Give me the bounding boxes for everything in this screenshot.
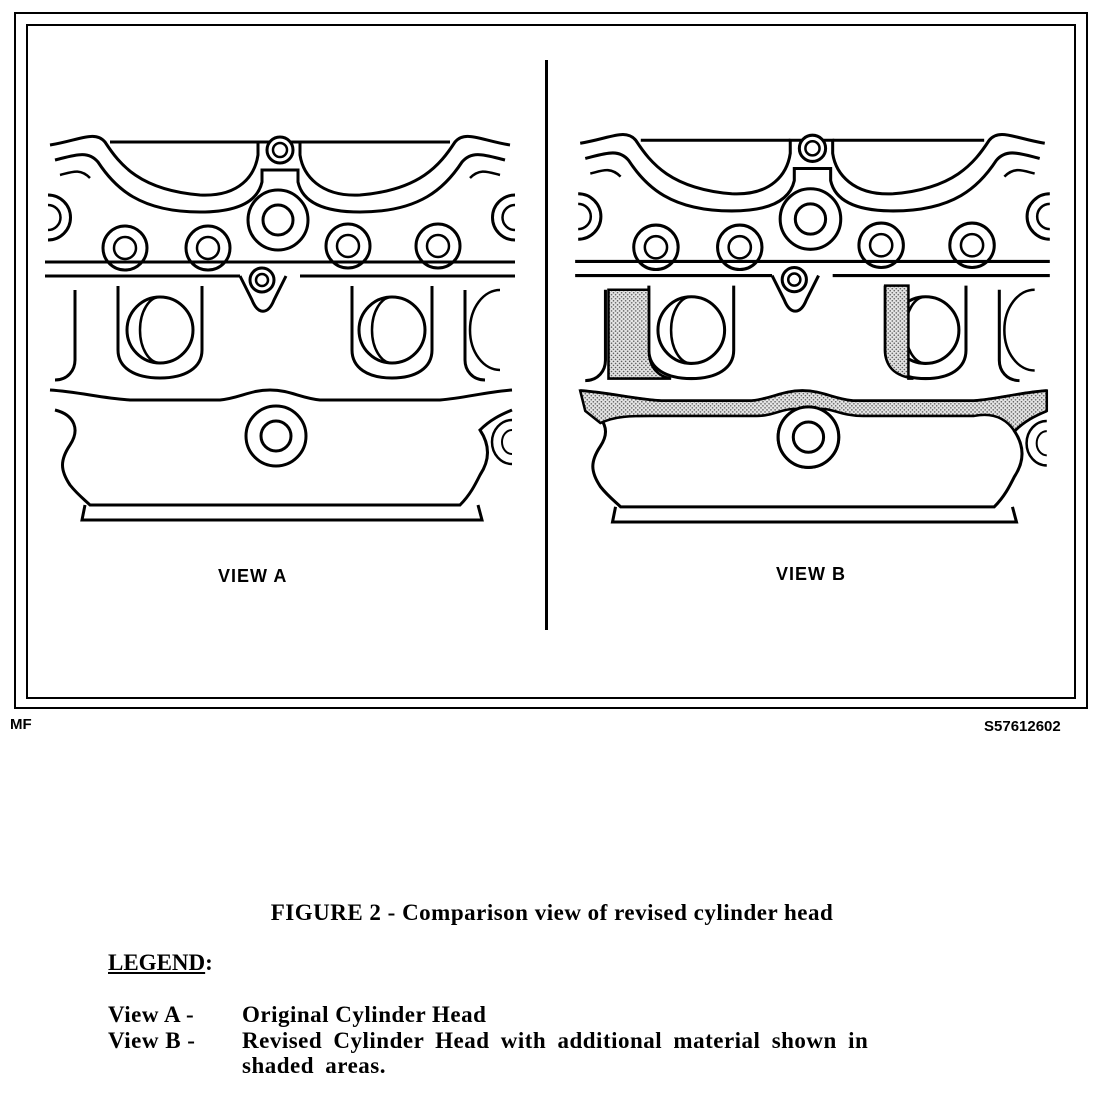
corner-code-left: MF: [10, 716, 32, 733]
legend-title-colon: :: [205, 950, 213, 975]
view-b-drawing: [560, 60, 1070, 580]
legend-item: [108, 1028, 932, 1078]
shaded-area-right-port: [885, 286, 913, 379]
figure-caption: FIGURE 2 - Comparison view of revised cylinder head: [270, 900, 834, 925]
view-divider: [545, 60, 548, 630]
legend-key: View B -: [108, 1028, 196, 1053]
legend-title: [108, 950, 213, 976]
view-a-drawing: [30, 60, 535, 580]
corner-code-right: S57612602: [984, 718, 1061, 735]
view-b-label: VIEW B: [776, 564, 847, 584]
legend-item: [108, 1002, 942, 1028]
legend-key: View A -: [108, 1002, 195, 1027]
legend-text: Revised Cylinder Head with additional material shown in shaded areas.: [242, 1028, 869, 1078]
legend-title-text: LEGEND: [108, 950, 206, 975]
legend-text: Original Cylinder Head: [242, 1002, 487, 1027]
view-a-label: VIEW A: [218, 566, 288, 586]
